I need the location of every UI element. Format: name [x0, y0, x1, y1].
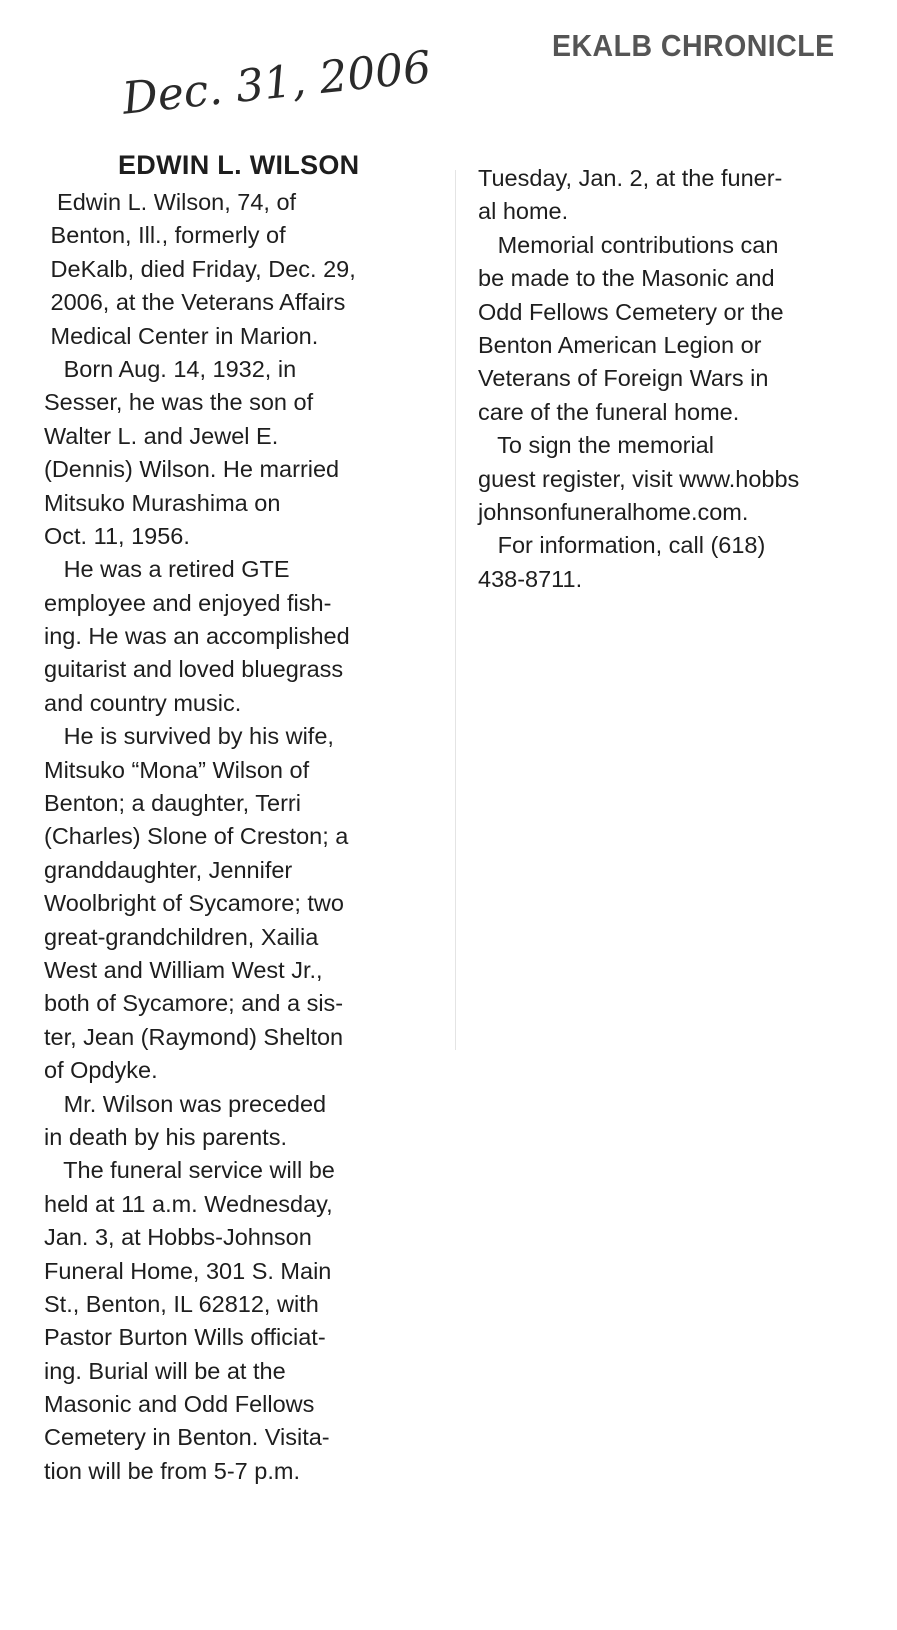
text-line: West and William West Jr.,	[44, 956, 323, 983]
text-line: Cemetery in Benton. Visita-	[44, 1424, 330, 1451]
obituary-left-column	[44, 186, 434, 1488]
text-line: great-grandchildren, Xailia	[44, 923, 319, 950]
text-line: both of Sycamore; and a sis-	[44, 990, 344, 1017]
text-line: Pastor Burton Wills officiat-	[44, 1324, 326, 1351]
text-line: Odd Fellows Cemetery or the	[478, 298, 784, 325]
text-line: The funeral service will be	[44, 1157, 335, 1184]
text-line: 438-8711.	[478, 565, 583, 592]
text-line: He is survived by his wife,	[44, 723, 334, 750]
text-line: Mitsuko “Mona” Wilson of	[44, 756, 310, 783]
text-line: Mr. Wilson was preceded	[44, 1090, 327, 1117]
text-line: Medical Center in Marion.	[44, 322, 319, 349]
text-line: Tuesday, Jan. 2, at the funer-	[478, 165, 783, 191]
text-line: employee and enjoyed fish-	[44, 589, 332, 616]
obituary-headline: EDWIN L. WILSON	[118, 150, 360, 180]
text-line: Memorial contributions can	[478, 231, 779, 258]
text-line: Oct. 11, 1956.	[44, 522, 190, 549]
text-line: Benton American Legion or	[478, 331, 762, 358]
text-line: (Dennis) Wilson. He married	[44, 456, 340, 483]
text-line: tion will be from 5-7 p.m.	[44, 1457, 300, 1484]
text-line: Sesser, he was the son of	[44, 389, 314, 416]
text-line: Masonic and Odd Fellows	[44, 1391, 315, 1418]
newspaper-masthead: EKALB CHRONICLE	[552, 28, 835, 63]
text-line: guest register, visit www.hobbs	[478, 465, 800, 492]
text-line: be made to the Masonic and	[478, 265, 775, 292]
text-line: Benton; a daughter, Terri	[44, 790, 301, 817]
obituary-right-column	[478, 162, 878, 596]
text-line: For information, call (618)	[478, 532, 766, 559]
text-line: Benton, Ill., formerly of	[44, 222, 286, 249]
column-divider	[455, 170, 456, 1050]
text-line: Mitsuko Murashima on	[44, 489, 281, 516]
text-line: To sign the memorial	[478, 432, 714, 459]
text-line: Woolbright of Sycamore; two	[44, 890, 344, 917]
text-line: Born Aug. 14, 1932, in	[44, 355, 297, 382]
text-line: Jan. 3, at Hobbs-Johnson	[44, 1224, 312, 1251]
text-line: al home.	[478, 198, 569, 225]
text-line: guitarist and loved bluegrass	[44, 656, 344, 683]
text-line: Veterans of Foreign Wars in	[478, 365, 769, 392]
text-line: Edwin L. Wilson, 74, of	[44, 189, 297, 215]
text-line: Funeral Home, 301 S. Main	[44, 1257, 332, 1284]
text-line: johnsonfuneralhome.com.	[478, 498, 749, 525]
text-line: He was a retired GTE	[44, 556, 290, 583]
text-line: in death by his parents.	[44, 1123, 287, 1150]
text-line: of Opdyke.	[44, 1057, 158, 1084]
text-line: ing. Burial will be at the	[44, 1357, 286, 1384]
text-line: (Charles) Slone of Creston; a	[44, 823, 349, 850]
text-line: DeKalb, died Friday, Dec. 29,	[44, 255, 356, 282]
text-line: Walter L. and Jewel E.	[44, 422, 279, 449]
text-line: granddaughter, Jennifer	[44, 856, 293, 883]
text-line: held at 11 a.m. Wednesday,	[44, 1190, 333, 1217]
text-line: care of the funeral home.	[478, 398, 740, 425]
text-line: ing. He was an accomplished	[44, 623, 350, 650]
text-line: and country music.	[44, 689, 242, 716]
handwritten-date-annotation: Dec. 31, 2006	[120, 41, 434, 125]
text-line: 2006, at the Veterans Affairs	[44, 289, 346, 316]
text-line: St., Benton, IL 62812, with	[44, 1290, 319, 1317]
text-line: ter, Jean (Raymond) Shelton	[44, 1023, 344, 1050]
